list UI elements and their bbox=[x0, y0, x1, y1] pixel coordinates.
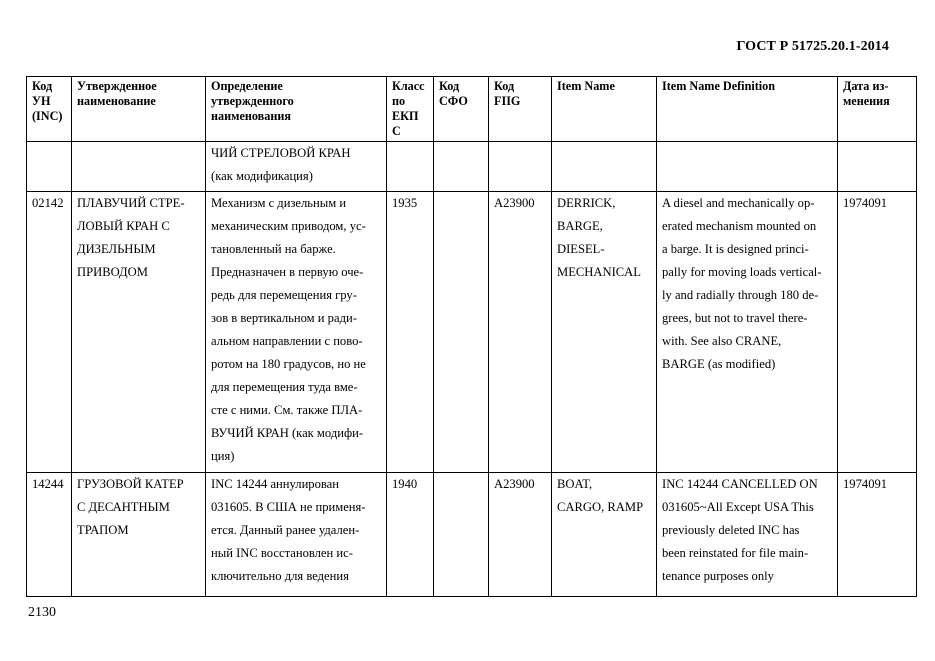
cell-inc bbox=[27, 142, 72, 192]
cell-text-line: ДИЗЕЛЬНЫМ bbox=[77, 242, 156, 256]
cell-item-name bbox=[552, 473, 657, 597]
cell-name bbox=[72, 192, 206, 473]
column-header-line: наименование bbox=[77, 94, 156, 108]
cell-item-name bbox=[552, 142, 657, 192]
column-header-line: Item Name Definition bbox=[662, 79, 776, 93]
cell-text-line: A23900 bbox=[494, 196, 535, 210]
column-header-line: Код bbox=[494, 79, 515, 93]
column-header bbox=[657, 77, 838, 142]
cell-text-line: ЧИЙ СТРЕЛОВОЙ КРАН bbox=[211, 146, 351, 160]
table-row bbox=[27, 192, 917, 473]
cell-fiig bbox=[489, 142, 552, 192]
cell-text-line: ция) bbox=[211, 449, 235, 463]
cell-sfo bbox=[434, 473, 489, 597]
cell-item-def bbox=[657, 473, 838, 597]
cell-item-def bbox=[657, 192, 838, 473]
cell-name bbox=[72, 142, 206, 192]
cell-definition bbox=[206, 142, 387, 192]
cell-text-line: a barge. It is designed princi- bbox=[662, 242, 809, 256]
cell-text-line: для перемещения туда вме- bbox=[211, 380, 358, 394]
cell-text-line: ный INC восстановлен ис- bbox=[211, 546, 353, 560]
column-header-line: наименования bbox=[211, 109, 291, 123]
cell-text-line: tenance purposes only bbox=[662, 569, 774, 583]
cell-inc bbox=[27, 192, 72, 473]
column-header bbox=[489, 77, 552, 142]
column-header-line: менения bbox=[843, 94, 890, 108]
cell-date bbox=[838, 142, 917, 192]
cell-text-line: ГРУЗОВОЙ КАТЕР bbox=[77, 477, 184, 491]
cell-text-line: MECHANICAL bbox=[557, 265, 641, 279]
cell-text-line: ЛОВЫЙ КРАН С bbox=[77, 219, 170, 233]
cell-text-line: with. See also CRANE, bbox=[662, 334, 782, 348]
column-header-line: Код bbox=[32, 79, 53, 93]
cell-text-line: erated mechanism mounted on bbox=[662, 219, 817, 233]
cell-sfo bbox=[434, 192, 489, 473]
cell-text-line: A23900 bbox=[494, 477, 535, 491]
cell-class bbox=[387, 473, 434, 597]
cell-text-line: ВУЧИЙ КРАН (как модифи- bbox=[211, 426, 364, 440]
table-body bbox=[27, 142, 917, 597]
cell-text-line: С ДЕСАНТНЫМ bbox=[77, 500, 170, 514]
column-header-line: Дата из- bbox=[843, 79, 889, 93]
cell-class bbox=[387, 142, 434, 192]
column-header-line: Утвержденное bbox=[77, 79, 157, 93]
cell-text-line: A diesel and mechanically op- bbox=[662, 196, 815, 210]
column-header bbox=[27, 77, 72, 142]
cell-text-line: 031605. В США не применя- bbox=[211, 500, 366, 514]
cell-text-line: Предназначен в первую оче- bbox=[211, 265, 364, 279]
cell-text-line: тановленный на барже. bbox=[211, 242, 336, 256]
cell-text-line: 14244 bbox=[32, 477, 64, 491]
cell-text-line: BARGE, bbox=[557, 219, 603, 233]
cell-text-line: INC 14244 CANCELLED ON bbox=[662, 477, 818, 491]
column-header bbox=[206, 77, 387, 142]
column-header bbox=[434, 77, 489, 142]
cell-text-line: ется. Данный ранее удален- bbox=[211, 523, 360, 537]
cell-text-line: 1974091 bbox=[843, 196, 888, 210]
cell-class bbox=[387, 192, 434, 473]
column-header bbox=[838, 77, 917, 142]
cell-text-line: INC 14244 аннулирован bbox=[211, 477, 340, 491]
column-header-line: (INC) bbox=[32, 109, 63, 123]
cell-name bbox=[72, 473, 206, 597]
cell-text-line: pally for moving loads vertical- bbox=[662, 265, 822, 279]
column-header-line: Класс bbox=[392, 79, 425, 93]
cell-text-line: ПЛАВУЧИЙ СТРЕ- bbox=[77, 196, 185, 210]
column-header-line: Item Name bbox=[557, 79, 615, 93]
column-header-line: Код bbox=[439, 79, 460, 93]
cell-sfo bbox=[434, 142, 489, 192]
column-header-line: утвержденного bbox=[211, 94, 294, 108]
column-header bbox=[387, 77, 434, 142]
cell-fiig bbox=[489, 192, 552, 473]
cell-text-line: 1974091 bbox=[843, 477, 888, 491]
cell-text-line: сте с ними. См. также ПЛА- bbox=[211, 403, 363, 417]
cell-text-line: been reinstated for file main- bbox=[662, 546, 809, 560]
cell-text-line: ключительно для ведения bbox=[211, 569, 349, 583]
cell-text-line: BOAT, bbox=[557, 477, 593, 491]
cell-text-line: grees, but not to travel there- bbox=[662, 311, 808, 325]
cell-text-line: DIESEL- bbox=[557, 242, 605, 256]
table-row bbox=[27, 142, 917, 192]
cell-text-line: BARGE (as modified) bbox=[662, 357, 776, 371]
column-header-line: ЕКП bbox=[392, 109, 419, 123]
cell-text-line: зов в вертикальном и ради- bbox=[211, 311, 357, 325]
cell-definition bbox=[206, 192, 387, 473]
table-header-row bbox=[27, 77, 917, 142]
page-number: 2130 bbox=[28, 605, 56, 620]
cell-item-def bbox=[657, 142, 838, 192]
cell-date bbox=[838, 192, 917, 473]
cell-text-line: редь для перемещения гру- bbox=[211, 288, 357, 302]
cell-text-line: 031605~All Except USA This bbox=[662, 500, 814, 514]
column-header-line: СФО bbox=[439, 94, 468, 108]
cell-text-line: 1935 bbox=[392, 196, 418, 210]
cell-text-line: DERRICK, bbox=[557, 196, 616, 210]
column-header bbox=[552, 77, 657, 142]
cell-text-line: ТРАПОМ bbox=[77, 523, 129, 537]
cell-text-line: (как модификация) bbox=[211, 169, 313, 183]
catalog-table bbox=[26, 76, 917, 597]
cell-inc bbox=[27, 473, 72, 597]
document-code: ГОСТ Р 51725.20.1-2014 bbox=[736, 39, 889, 54]
cell-text-line: ротом на 180 градусов, но не bbox=[211, 357, 366, 371]
cell-item-name bbox=[552, 192, 657, 473]
cell-text-line: альном направлении с пово- bbox=[211, 334, 363, 348]
cell-text-line: CARGO, RAMP bbox=[557, 500, 644, 514]
column-header-line: Определение bbox=[211, 79, 283, 93]
column-header-line: УН bbox=[32, 94, 51, 108]
cell-text-line: ly and radially through 180 de- bbox=[662, 288, 819, 302]
cell-text-line: previously deleted INC has bbox=[662, 523, 800, 537]
column-header-line: С bbox=[392, 124, 401, 138]
cell-text-line: ПРИВОДОМ bbox=[77, 265, 148, 279]
column-header-line: FIIG bbox=[494, 94, 521, 108]
cell-text-line: механическим приводом, ус- bbox=[211, 219, 366, 233]
cell-fiig bbox=[489, 473, 552, 597]
table-row bbox=[27, 473, 917, 597]
cell-date bbox=[838, 473, 917, 597]
column-header bbox=[72, 77, 206, 142]
cell-text-line: Механизм с дизельным и bbox=[211, 196, 347, 210]
cell-text-line: 1940 bbox=[392, 477, 418, 491]
column-header-line: по bbox=[392, 94, 406, 108]
cell-text-line: 02142 bbox=[32, 196, 64, 210]
cell-definition bbox=[206, 473, 387, 597]
